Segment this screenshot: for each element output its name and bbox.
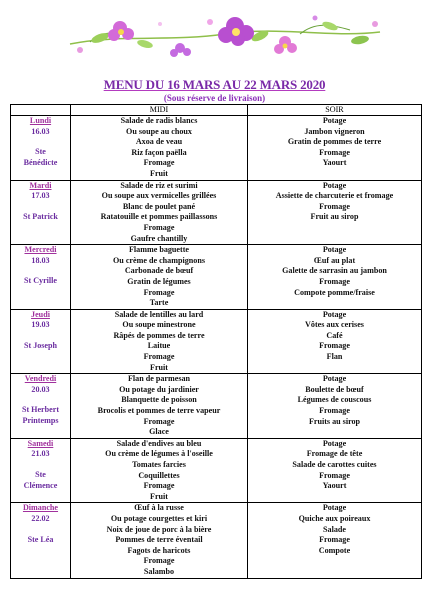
day-cell [11, 245, 71, 310]
midi-item: Ratatouille et pommes paillassons [100, 212, 218, 222]
midi-item: Flan de parmesan [127, 374, 191, 384]
soir-item: Fromage [319, 535, 350, 545]
midi-item: Fagots de haricots [127, 545, 191, 555]
soir-item: Potage [322, 180, 347, 190]
header-day [11, 105, 71, 116]
midi-item: Fromage [143, 158, 175, 168]
soir-item: Yaourt [322, 481, 347, 491]
day-name: Lundi [29, 116, 52, 125]
header-soir: SOIR [248, 105, 422, 116]
soir-item: Fromage [319, 406, 350, 416]
saint-name: Bénédicte [23, 157, 58, 167]
day-date: 17.03 [31, 191, 50, 201]
midi-item: Gratin de légumes [127, 276, 191, 286]
soir-item: Gratin de pommes de terre [287, 137, 382, 147]
midi-item: Flamme baguette [128, 245, 189, 255]
soir-item: Fromage [319, 341, 350, 351]
soir-cell [248, 180, 422, 245]
day-cell [11, 309, 71, 374]
midi-item: Tomates farcies [132, 460, 186, 469]
midi-item: Fruit [150, 168, 168, 178]
soir-item: Quiche aux poireaux [298, 513, 371, 523]
day-row [11, 245, 422, 310]
day-date: 21.03 [31, 449, 50, 459]
flower-decoration-icon [70, 16, 380, 58]
saint-name: Clémence [23, 480, 58, 490]
day-date: 18.03 [31, 255, 50, 265]
midi-cell [71, 245, 248, 310]
midi-item: Fruit [150, 491, 168, 501]
soir-item: Potage [322, 309, 347, 319]
midi-cell [71, 503, 248, 578]
floral-banner [60, 4, 390, 66]
day-date: 20.03 [31, 384, 50, 394]
midi-item: Laitue [147, 341, 171, 351]
midi-item: Noix de joue de porc à la bière [106, 524, 212, 534]
midi-item: Glace [149, 427, 169, 437]
soir-item: Potage [322, 245, 347, 255]
midi-item: Salade de riz et surimi [120, 180, 198, 190]
day-row [11, 116, 422, 181]
header-row [11, 105, 422, 116]
menu-title: MENU DU 16 MARS AU 22 MARS 2020 [103, 77, 326, 92]
day-date: 22.02 [31, 513, 50, 523]
soir-item: Potage [322, 116, 347, 125]
soir-item: Fromage [319, 276, 350, 286]
soir-cell [248, 438, 422, 503]
saint-name: Ste [35, 147, 46, 157]
soir-cell [248, 374, 422, 439]
soir-item: Fromage [319, 147, 350, 157]
soir-cell [248, 245, 422, 310]
soir-cell [248, 116, 422, 181]
midi-item: Ou crème de champignons [113, 255, 205, 265]
midi-item: Tarte [149, 298, 169, 308]
midi-item: Fromage [143, 556, 175, 566]
soir-item: Potage [322, 438, 347, 448]
day-date: 19.03 [31, 320, 50, 330]
day-cell [11, 438, 71, 503]
menu-table [10, 104, 422, 579]
soir-item: Fromage de tête [306, 449, 363, 459]
midi-item: Ou crème de légumes à l'oseille [105, 449, 213, 459]
day-cell [11, 503, 71, 578]
soir-item: Boulette de bœuf [305, 384, 364, 394]
soir-item: Fromage [319, 470, 350, 480]
menu-body [11, 116, 422, 579]
day-cell [11, 180, 71, 245]
soir-cell [248, 309, 422, 374]
midi-item: Ou soupe au choux [126, 126, 192, 136]
day-name: Samedi [27, 438, 54, 448]
midi-item: Fruit [150, 362, 168, 372]
midi-item: Râpés de pommes de terre [113, 330, 205, 340]
soir-item: Salade [323, 524, 346, 534]
saint-name: St Herbert [21, 405, 60, 415]
soir-item: Légumes de couscous [297, 395, 372, 405]
midi-item: Brocolis et pommes de terre vapeur [97, 406, 221, 416]
midi-cell [71, 309, 248, 374]
day-name: Jeudi [31, 309, 50, 319]
soir-item: Vôtes aux cerises [305, 320, 364, 330]
midi-item: Salambo [143, 566, 175, 576]
midi-item: Axoa de veau [135, 137, 183, 147]
header-midi: MIDI [71, 105, 248, 116]
midi-item: Fromage [143, 287, 175, 297]
day-name: Vendredi [24, 374, 57, 384]
day-row [11, 438, 422, 503]
midi-item: Salade de lentilles au lard [114, 309, 204, 319]
soir-item: Potage [322, 374, 347, 384]
soir-item: Café [326, 330, 343, 340]
soir-item: Œuf au plat [313, 255, 356, 265]
soir-item: Fruit au sirop [310, 212, 359, 222]
midi-cell [71, 438, 248, 503]
saint-name: St Joseph [23, 340, 58, 350]
soir-item: Fromage [319, 201, 350, 211]
day-cell [11, 116, 71, 181]
soir-item: Salade de carottes cuites [292, 460, 377, 469]
soir-item: Jambon vigneron [304, 126, 365, 136]
day-cell [11, 374, 71, 439]
day-row [11, 503, 422, 578]
midi-cell [71, 374, 248, 439]
midi-item: Blanquette de poisson [121, 395, 197, 405]
soir-item: Flan [326, 352, 343, 362]
day-row [11, 374, 422, 439]
day-date: 16.03 [31, 126, 50, 136]
midi-item: Fromage [143, 416, 175, 426]
day-name: Mercredi [24, 245, 57, 255]
soir-item: Compote [318, 545, 351, 555]
midi-item: Fromage [143, 222, 175, 232]
midi-cell [71, 116, 248, 181]
midi-item: Ou potage du jardinier [119, 384, 199, 394]
soir-item: Compote pomme/fraise [294, 287, 375, 297]
midi-item: Fromage [143, 352, 175, 362]
soir-cell [248, 503, 422, 578]
midi-item: Fromage [143, 481, 175, 491]
saint-name: St Patrick [23, 211, 58, 221]
midi-item: Riz façon paëlla [131, 147, 187, 157]
midi-item: Ou soupe aux vermicelles grillées [101, 191, 217, 201]
day-row [11, 180, 422, 245]
saint-name: Ste Léa [27, 534, 54, 544]
day-name: Mardi [29, 180, 52, 190]
saint-name: Printemps [22, 416, 59, 426]
day-row [11, 309, 422, 374]
soir-item: Potage [322, 503, 347, 513]
soir-item: Fruits au sirop [308, 416, 361, 426]
saint-name: Ste [35, 470, 46, 479]
midi-item: Ou soupe minestrone [122, 320, 196, 330]
midi-item: Blanc de poulet pané [122, 201, 196, 211]
midi-item: Gaufre chantilly [130, 233, 188, 243]
soir-item: Yaourt [322, 158, 347, 168]
day-name: Dimanche [22, 503, 59, 513]
midi-item: Coquillettes [138, 470, 180, 480]
menu-subtitle: (Sous réserve de livraison) [163, 93, 266, 103]
midi-item: Salade de radis blancs [120, 116, 198, 125]
midi-item: Carbonade de bœuf [124, 266, 194, 276]
soir-item: Galette de sarrasin au jambon [282, 266, 387, 276]
midi-cell [71, 180, 248, 245]
midi-item: Pommes de terre éventail [115, 535, 203, 545]
saint-name: St Cyrille [23, 276, 58, 286]
soir-item: Assiette de charcuterie et fromage [275, 191, 394, 201]
midi-item: Ou potage courgettes et kiri [110, 513, 208, 523]
midi-item: Salade d'endives au bleu [116, 438, 202, 448]
midi-item: Œuf à la russe [134, 503, 184, 513]
